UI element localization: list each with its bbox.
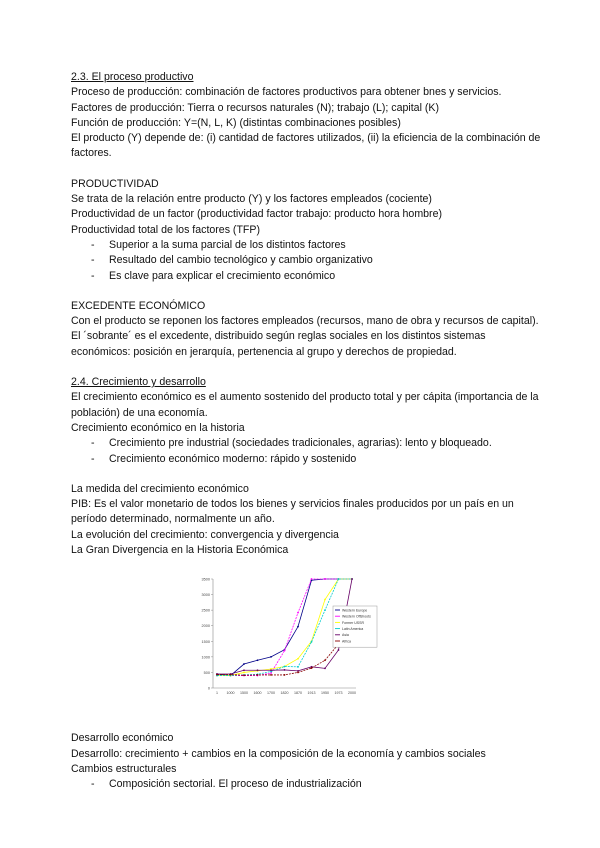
series-line: [217, 579, 352, 676]
y-tick-label: 500: [203, 671, 210, 676]
text-line: Se trata de la relación entre producto (Y) y los factores empleados (cociente): [71, 193, 432, 206]
text-line: Factores de producción: Tierra o recursos naturales (N); trabajo (L); capital (K): [71, 101, 439, 114]
bullet-text: Composición sectorial. El proceso de industrialización: [109, 778, 362, 791]
legend-label: Western Offshoots: [342, 614, 371, 619]
document-page: [71, 70, 541, 793]
text-line: Productividad total de los factores (TFP): [71, 223, 261, 236]
bullet-item: [71, 436, 541, 451]
text-line: La Gran Divergencia en la Historia Económica: [71, 544, 289, 557]
data-point: [311, 667, 313, 669]
bullet-item: [71, 253, 541, 268]
y-tick-label: 1000: [201, 655, 210, 660]
data-point: [243, 675, 245, 677]
x-tick-label: 1600: [253, 691, 262, 696]
data-point: [230, 674, 232, 676]
data-point: [324, 599, 326, 601]
data-point: [338, 649, 340, 651]
data-point: [270, 670, 272, 672]
data-point: [324, 668, 326, 670]
data-point: [284, 674, 286, 676]
text-line: Productividad de un factor (productividad factor trabajo: producto hora hombre): [71, 208, 442, 221]
section-heading-2-3: 2.3. El proceso productivo: [71, 71, 194, 83]
data-point: [338, 578, 340, 580]
bullet-dash: -: [91, 452, 95, 465]
y-tick-label: 2500: [201, 608, 210, 613]
data-point: [324, 660, 326, 662]
legend-label: Latin America: [342, 627, 364, 632]
bullet-dash: -: [91, 269, 95, 282]
text-line: Desarrollo: crecimiento + cambios en la composición de la economía y cambios sociales: [71, 747, 486, 760]
medida-heading: La medida del crecimiento económico: [71, 482, 249, 495]
section-heading-2-4: 2.4. Crecimiento y desarrollo: [71, 376, 206, 389]
bullet-dash: -: [91, 437, 95, 450]
gran-divergencia-chart: [0, 566, 600, 721]
data-point: [284, 650, 286, 652]
series-line: [217, 579, 352, 676]
x-tick-label: 1820: [280, 691, 289, 696]
data-point: [270, 674, 272, 676]
data-point: [297, 612, 299, 614]
text-paragraph: Con el producto se reponen los factores empleados (recursos, mano de obra y recursos de capital). El ´sobrante´ es el excedente, distribuido según reglas sociales en los distintos sistemas económicos: posición en jerarquía, pertenencia al grupo y derechos de propiedad.: [71, 315, 539, 358]
desarrollo-heading: Desarrollo económico: [71, 732, 174, 745]
legend-label: Africa: [342, 639, 351, 644]
text-paragraph: El producto (Y) depende de: (i) cantidad de factores utilizados, (ii) la eficiencia de la combinación de factores.: [71, 132, 541, 160]
data-point: [243, 672, 245, 674]
data-point: [297, 666, 299, 668]
bullet-dash: -: [91, 778, 95, 791]
data-point: [324, 610, 326, 612]
text-line: La evolución del crecimiento: convergencia y divergencia: [71, 528, 339, 541]
chart-container: [0, 566, 600, 721]
data-point: [216, 674, 218, 676]
x-tick-label: 1700: [267, 691, 275, 696]
text-paragraph: El crecimiento económico es el aumento sostenido del producto total y per cápita (importancia de la población) de una economía.: [71, 391, 539, 419]
text-paragraph: PIB: Es el valor monetario de todos los bienes y servicios finales producidos por un país en un período determinado, normalmente un año.: [71, 498, 514, 526]
text-line: Crecimiento económico en la historia: [71, 421, 245, 434]
data-point: [297, 672, 299, 674]
x-tick-label: 2000: [348, 691, 356, 696]
productividad-heading: PRODUCTIVIDAD: [71, 177, 159, 190]
y-tick-label: 3000: [201, 593, 210, 598]
bullet-text: Crecimiento económico moderno: rápido y sostenido: [109, 452, 357, 465]
text-line: Proceso de producción: combinación de factores productivos para obtener bnes y servicios.: [71, 86, 502, 99]
x-tick-label: 1913: [307, 691, 316, 696]
data-point: [311, 641, 313, 643]
bullet-item: [71, 452, 541, 467]
series-line: [217, 579, 352, 676]
data-point: [257, 670, 259, 672]
data-point: [243, 670, 245, 672]
data-point: [284, 666, 286, 668]
data-point: [257, 660, 259, 662]
excedente-heading: EXCEDENTE ECONÓMICO: [71, 299, 206, 312]
series-line: [217, 579, 352, 676]
bullet-text: Resultado del cambio tecnológico y cambio organizativo: [109, 254, 373, 267]
data-point: [243, 663, 245, 665]
y-tick-label: 2000: [201, 624, 210, 629]
data-point: [351, 578, 353, 580]
data-point: [297, 670, 299, 672]
data-point: [297, 626, 299, 628]
x-tick-label: 1973: [334, 691, 343, 696]
data-point: [284, 669, 286, 671]
bullet-dash: -: [91, 238, 95, 251]
bullet-text: Crecimiento pre industrial (sociedades tradicionales, agrarias): lento y bloqueado.: [109, 437, 492, 450]
x-tick-label: 1950: [321, 691, 329, 696]
data-point: [297, 658, 299, 660]
x-tick-label: 1: [216, 691, 218, 696]
legend-label: Western Europe: [342, 608, 368, 613]
y-tick-label: 1500: [201, 640, 210, 645]
bullet-item: [71, 777, 541, 792]
x-tick-label: 1000: [226, 691, 235, 696]
text-line: Función de producción: Y=(N, L, K) (distintas combinaciones posibles): [71, 116, 401, 129]
bullet-dash: -: [91, 254, 95, 267]
data-point: [270, 672, 272, 674]
bullet-text: Superior a la suma parcial de los distintos factores: [109, 238, 346, 251]
data-point: [324, 578, 326, 580]
data-point: [257, 674, 259, 676]
y-tick-label: 3500: [201, 577, 210, 582]
data-point: [270, 656, 272, 658]
y-tick-label: 0: [207, 686, 210, 691]
bullet-item: [71, 269, 541, 284]
x-tick-label: 1870: [294, 691, 302, 696]
text-line: Cambios estructurales: [71, 762, 177, 775]
legend-label: Asia: [342, 633, 349, 638]
x-tick-label: 1500: [240, 691, 248, 696]
bullet-text: Es clave para explicar el crecimiento económico: [109, 269, 336, 282]
series-line: [217, 579, 352, 674]
bullet-item: [71, 238, 541, 253]
data-point: [311, 578, 313, 580]
legend-label: Former USSR: [342, 621, 364, 626]
